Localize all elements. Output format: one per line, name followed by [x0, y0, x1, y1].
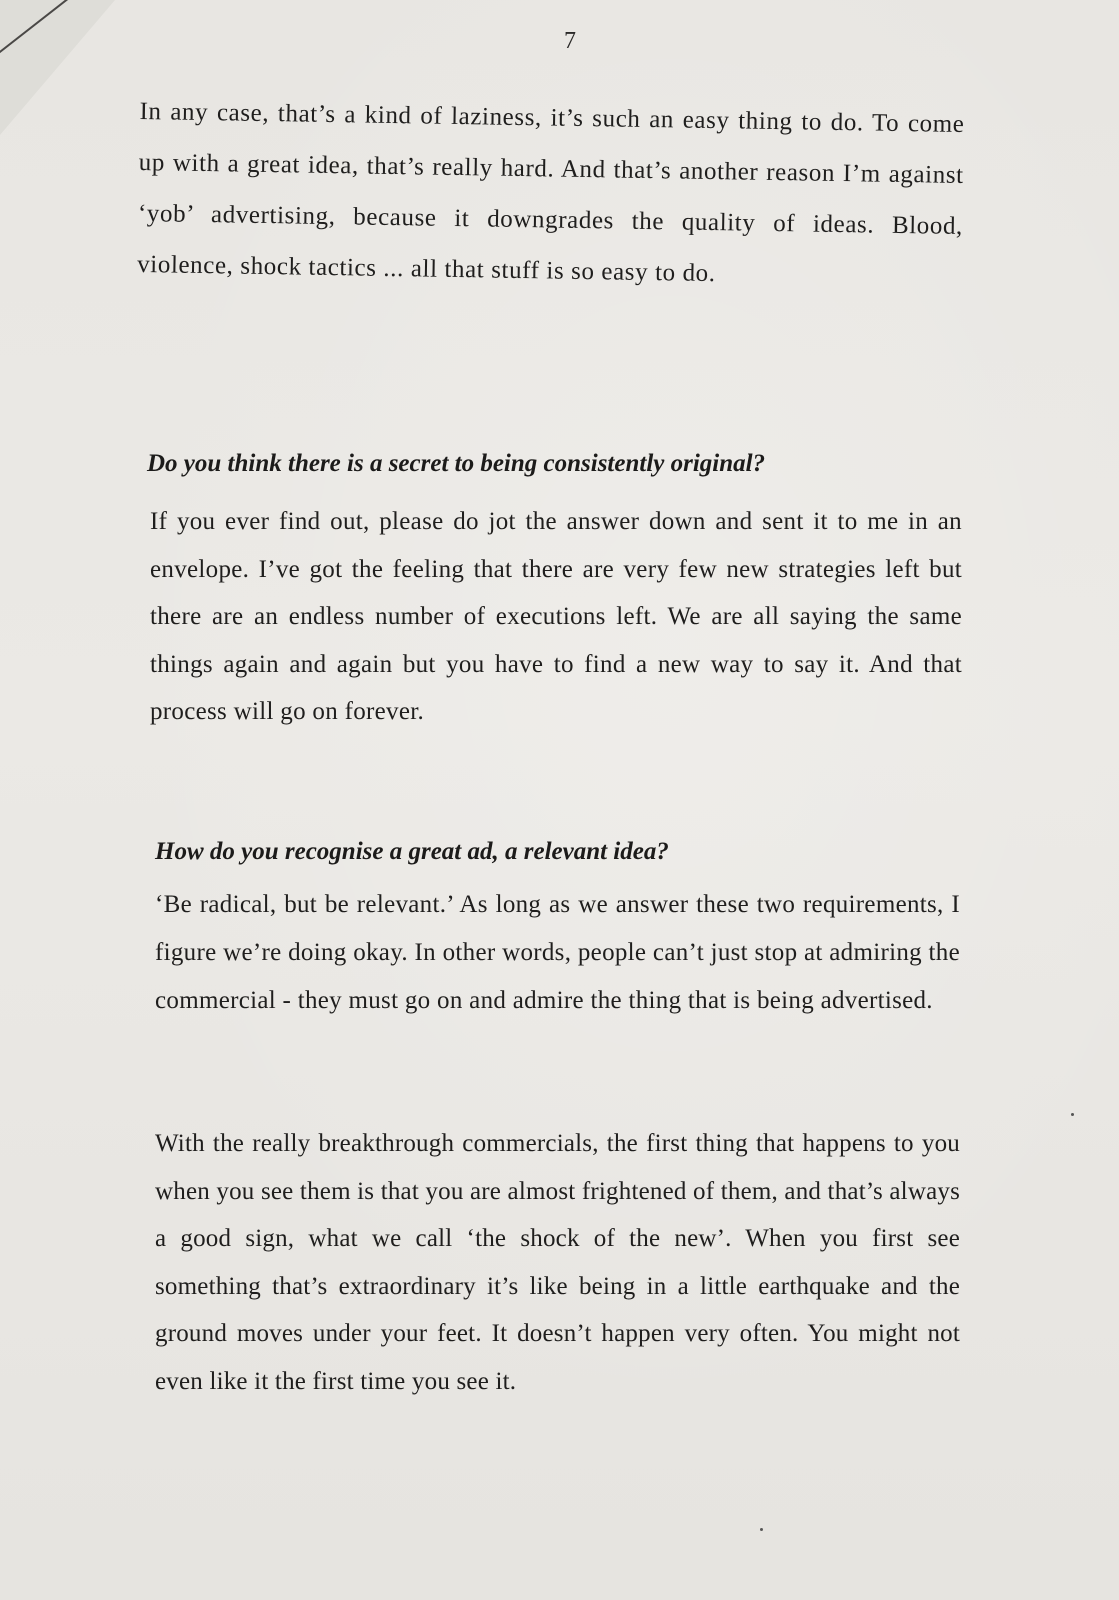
paragraph-breakthrough: With the really breakthrough commercials, the first thing that happens to you when you see them is that you are almost frightened of them, and that’s always a good sign, what we call ‘the shock of the new’. When you first see something that’s extraordinary it’s like being in a little earthquake and the ground moves under your feet. It doesn’t happen very often. You might not even like it the first time you see it.	[155, 1130, 960, 1395]
paragraph-laziness: In any case, that’s a kind of laziness, it’s such an easy thing to do. To come up with a great idea, that’s really hard. And that’s another reason I’m against ‘yob’ advertising, because it downgrades the quality of ideas. Blood, violence, shock tactics ... all that stuff is so easy to do.	[136, 97, 965, 288]
paper-speck	[1071, 1113, 1074, 1116]
answer-paragraph-great-ad: ‘Be radical, but be relevant.’ As long as we answer these two requirements, I figure we’re doing okay. In other words, people can’t just stop at admiring the commercial - they must go on and admire the thing that is being advertised.	[155, 891, 960, 1014]
page-number: 7	[564, 28, 576, 54]
question-heading-great-ad: How do you recognise a great ad, a relevant idea?	[155, 838, 669, 865]
paper-speck	[760, 1528, 763, 1531]
answer-paragraph-original: If you ever find out, please do jot the answer down and sent it to me in an envelope. I’ve got the feeling that there are very few new strategies left but there are an endless number of executions left. We are all saying the same things again and again but you have to find a new way to say it. And that process will go on forever.	[150, 508, 962, 725]
question-heading-original: Do you think there is a secret to being consistently original?	[147, 450, 766, 477]
folded-page-corner	[0, 0, 115, 135]
